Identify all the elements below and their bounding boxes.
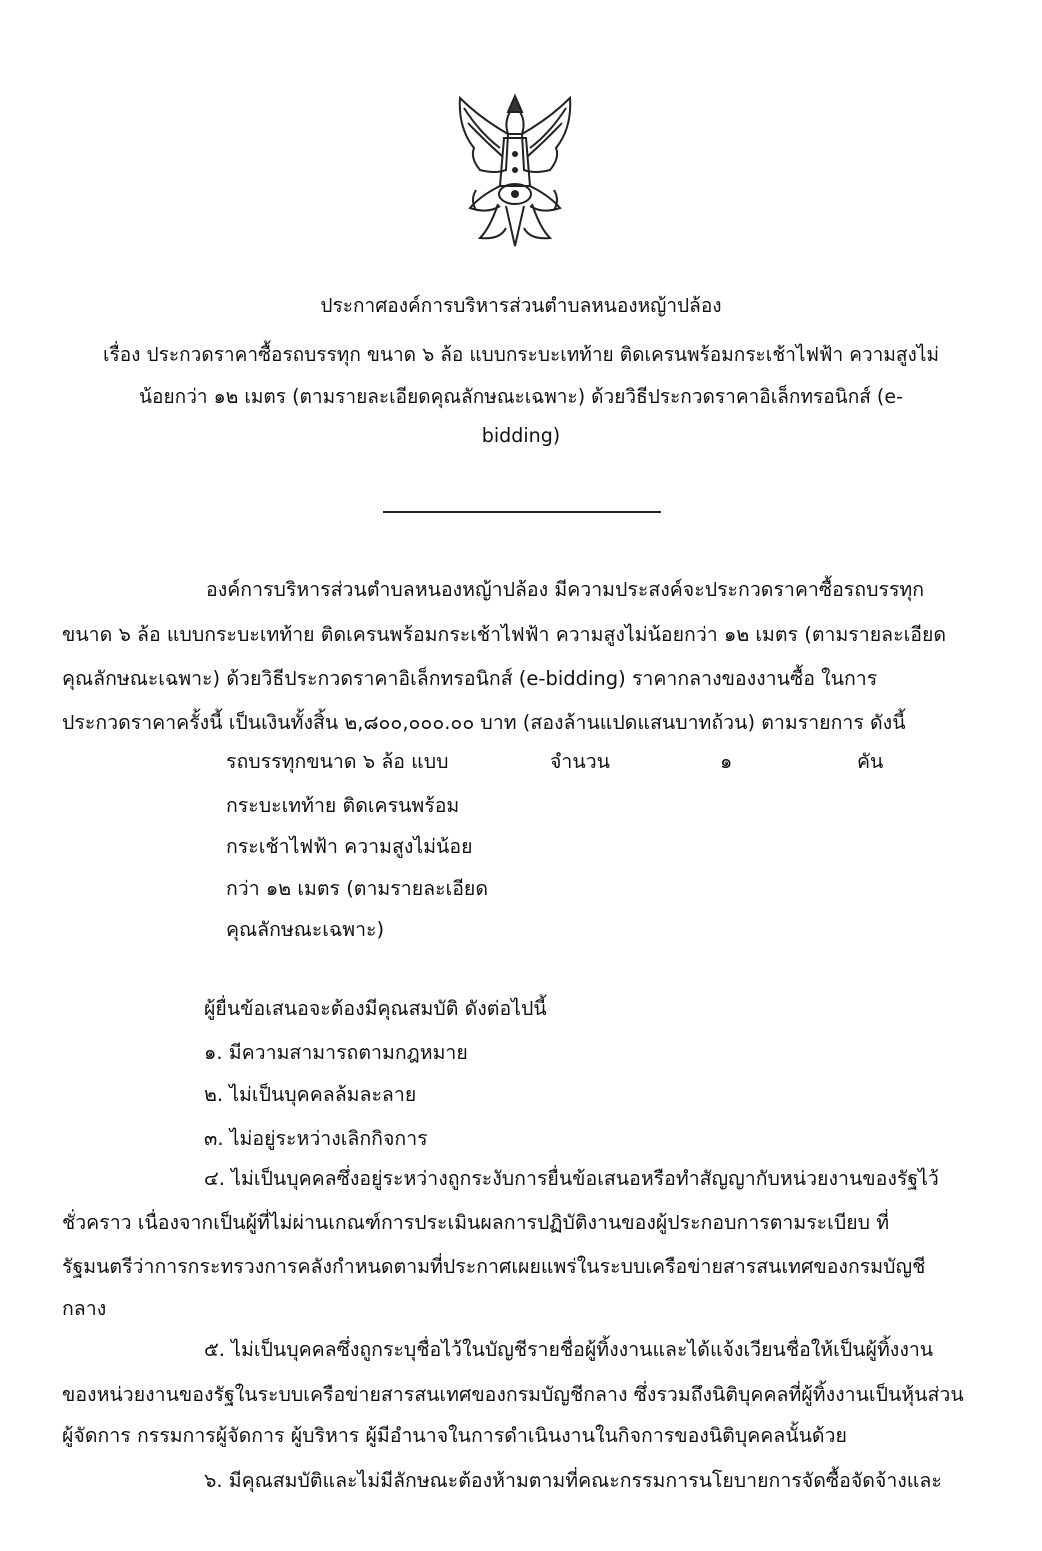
announcement-subject-line-1: เรื่อง ประกวดราคาซื้อรถบรรทุก ขนาด ๖ ล้อ แบบกระบะเทท้าย ติดเครนพร้อมกระเช้าไฟฟ้า ความสูงไม่ [102,343,940,366]
qualification-1: ๑. มีความสามารถตามกฎหมาย [204,1041,468,1064]
qualifications-heading: ผู้ยื่นข้อเสนอจะต้องมีคุณสมบัติ ดังต่อไปนี้ [204,997,547,1020]
qualification-5-line-2: ของหน่วยงานของรัฐในระบบเครือข่ายสารสนเทศของกรมบัญชีกลาง ซึ่งรวมถึงนิติบุคคลที่ผู้ทิ้งงานเป็นหุ้นส่วน [62,1383,964,1406]
item-quantity-label: จำนวน [550,750,610,773]
divider [383,511,661,513]
item-description-line-5: คุณลักษณะเฉพาะ) [226,918,385,941]
item-description-line-1: รถบรรทุกขนาด ๖ ล้อ แบบ [226,750,449,773]
intro-line-4: ประกวดราคาครั้งนี้ เป็นเงินทั้งสิ้น ๒,๘๐๐,๐๐๐.๐๐ บาท (สองล้านแปดแสนบาทถ้วน) ตามรายการ ดังนี้ [62,711,906,734]
qualification-3: ๓. ไม่อยู่ระหว่างเลิกกิจการ [204,1127,428,1150]
qualification-5-line-3: ผู้จัดการ กรรมการผู้จัดการ ผู้บริหาร ผู้มีอำนาจในการดำเนินงานในกิจการของนิติบุคคลนั้นด้วย [62,1424,847,1447]
qualification-4-line-3: รัฐมนตรีว่าการกระทรวงการคลังกำหนดตามที่ประกาศเผยแพร่ในระบบเครือข่ายสารสนเทศของกรมบัญชี [62,1255,926,1278]
intro-line-2: ขนาด ๖ ล้อ แบบกระบะเทท้าย ติดเครนพร้อมกระเช้าไฟฟ้า ความสูงไม่น้อยกว่า ๑๒ เมตร (ตามรายละเอียด [62,623,947,646]
announcement-issuer: ประกาศองค์การบริหารส่วนตำบลหนองหญ้าปล้อง [320,294,722,317]
announcement-subject-line-3: bidding) [481,424,561,447]
item-quantity: ๑ [720,750,733,773]
item-description-line-4: กว่า ๑๒ เมตร (ตามรายละเอียด [226,877,489,900]
intro-line-3: คุณลักษณะเฉพาะ) ด้วยวิธีประกวดราคาอิเล็กทรอนิกส์ (e-bidding) ราคากลางของงานซื้อ ในการ [62,667,878,690]
item-description-line-3: กระเช้าไฟฟ้า ความสูงไม่น้อย [226,835,473,858]
announcement-subject-line-2: น้อยกว่า ๑๒ เมตร (ตามรายละเอียดคุณลักษณะเฉพาะ) ด้วยวิธีประกวดราคาอิเล็กทรอนิกส์ (e- [139,385,903,408]
item-unit: คัน [857,750,884,773]
intro-line-1: องค์การบริหารส่วนตำบลหนองหญ้าปล้อง มีความประสงค์จะประกวดราคาซื้อรถบรรทุก [206,578,925,601]
garuda-emblem-icon [440,78,590,253]
qualification-4-line-1: ๔. ไม่เป็นบุคคลซึ่งอยู่ระหว่างถูกระงับการยื่นข้อเสนอหรือทำสัญญากับหน่วยงานของรัฐไว้ [204,1167,939,1190]
qualification-4-line-4: กลาง [62,1297,107,1320]
qualification-2: ๒. ไม่เป็นบุคคลล้มละลาย [204,1083,417,1106]
qualification-5-line-1: ๕. ไม่เป็นบุคคลซึ่งถูกระบุชื่อไว้ในบัญชีรายชื่อผู้ทิ้งงานและได้แจ้งเวียนชื่อให้เป็นผู้ทิ้งงาน [204,1338,934,1361]
qualification-4-line-2: ชั่วคราว เนื่องจากเป็นผู้ที่ไม่ผ่านเกณฑ์การประเมินผลการปฏิบัติงานของผู้ประกอบการตามระเบียบ ที่ [62,1211,890,1234]
qualification-6: ๖. มีคุณสมบัติและไม่มีลักษณะต้องห้ามตามที่คณะกรรมการนโยบายการจัดซื้อจัดจ้างและ [204,1469,942,1492]
item-description-line-2: กระบะเทท้าย ติดเครนพร้อม [226,794,460,817]
